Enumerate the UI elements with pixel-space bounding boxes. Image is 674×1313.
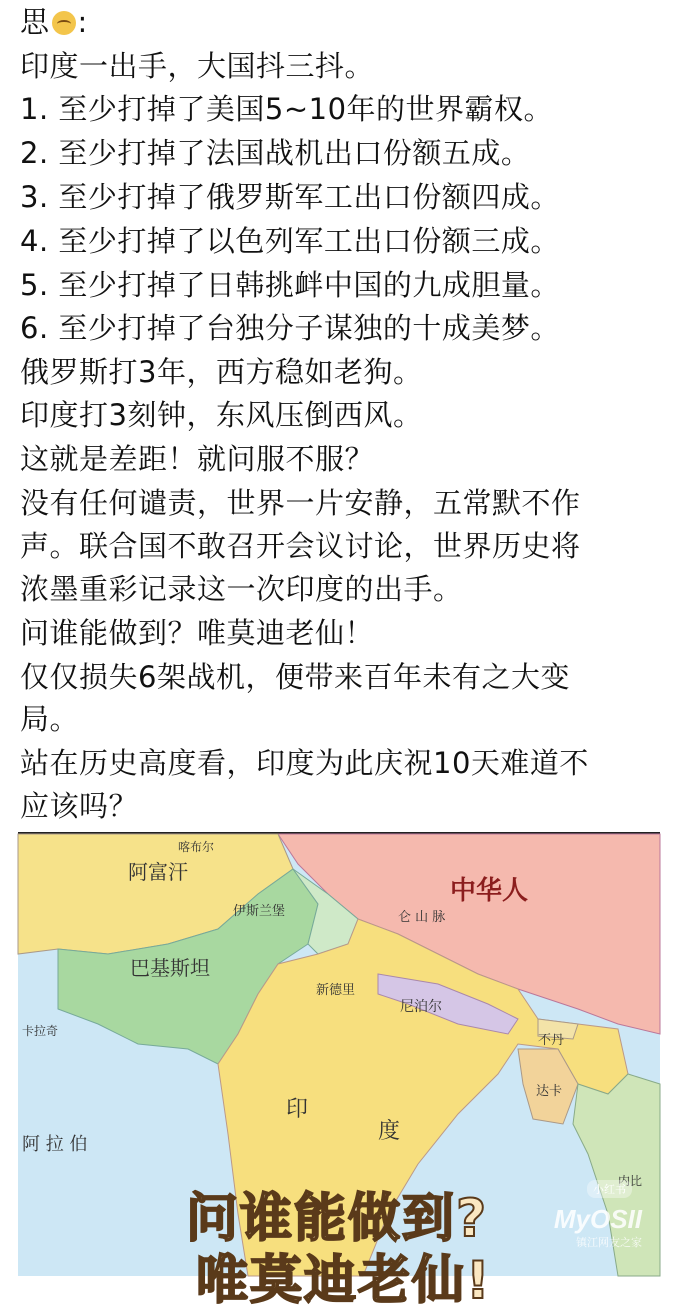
label-bhutan: 不丹 [538, 1033, 565, 1048]
post-author[interactable] [20, 2, 88, 42]
post-line: 站在历史高度看，印度为此庆祝10天难道不 [20, 746, 589, 780]
label-china: 中华人 [450, 876, 529, 906]
post-line: 印度一出手，大国抖三抖。 [20, 49, 375, 83]
post-line: 俄罗斯打3年，西方稳如老狗。 [20, 355, 423, 389]
post-line: 声。联合国不敢召开会议讨论，世界历史将 [20, 529, 581, 563]
label-naypyidaw: 内比 [618, 1174, 643, 1188]
label-karachi: 卡拉奇 [22, 1024, 59, 1038]
post-line: 6. 至少打掉了台独分子谋独的十成美梦。 [20, 311, 560, 345]
author-colon: : [77, 5, 88, 39]
post-line: 1. 至少打掉了美国5~10年的世界霸权。 [20, 92, 554, 126]
label-dhaka: 达卡 [536, 1084, 563, 1099]
post-line: 局。 [20, 702, 80, 736]
author-name[interactable]: 思 [20, 5, 50, 39]
post-line: 应该吗？ [20, 789, 139, 823]
watermark-logo: MyOSII [553, 1204, 642, 1234]
post-line: 4. 至少打掉了以色列军工出口份额三成。 [20, 224, 560, 258]
post-line: 2. 至少打掉了法国战机出口份额五成。 [20, 136, 531, 170]
label-nepal: 尼泊尔 [400, 999, 442, 1015]
label-pakistan: 巴基斯坦 [130, 956, 210, 980]
label-kunlun: 仑 山 脉 [398, 910, 446, 925]
label-arabian-sea: 阿 拉 伯 [22, 1134, 88, 1155]
label-afghanistan: 阿富汗 [128, 860, 188, 884]
post-line: 这就是差距！就问服不服？ [20, 442, 375, 476]
source-badge: 小红书 [587, 1180, 632, 1198]
label-india-2: 度 [378, 1119, 401, 1144]
post-line: 5. 至少打掉了日韩挑衅中国的九成胆量。 [20, 268, 560, 302]
post-line: 仅仅损失6架战机，便带来百年未有之大变 [20, 660, 570, 694]
watermark-subtitle: 镇江网友之家 [576, 1236, 642, 1249]
post-line: 3. 至少打掉了俄罗斯军工出口份额四成。 [20, 180, 560, 214]
post-image-map[interactable] [18, 832, 660, 1311]
post-line: 问谁能做到？唯莫迪老仙！ [20, 616, 375, 650]
label-kabul: 喀布尔 [178, 840, 215, 854]
image-caption-line-1: 问谁能做到? [186, 1189, 489, 1249]
label-new-delhi: 新德里 [316, 983, 356, 998]
image-caption-line-2: 唯莫迪老仙! [196, 1251, 492, 1311]
laughing-face-icon [52, 11, 76, 35]
post-line: 浓墨重彩记录这一次印度的出手。 [20, 572, 463, 606]
label-india-1: 印 [286, 1097, 309, 1122]
post-line: 没有任何谴责，世界一片安静，五常默不作 [20, 486, 581, 520]
post-line: 印度打3刻钟，东风压倒西风。 [20, 398, 423, 432]
label-islamabad: 伊斯兰堡 [233, 904, 286, 919]
